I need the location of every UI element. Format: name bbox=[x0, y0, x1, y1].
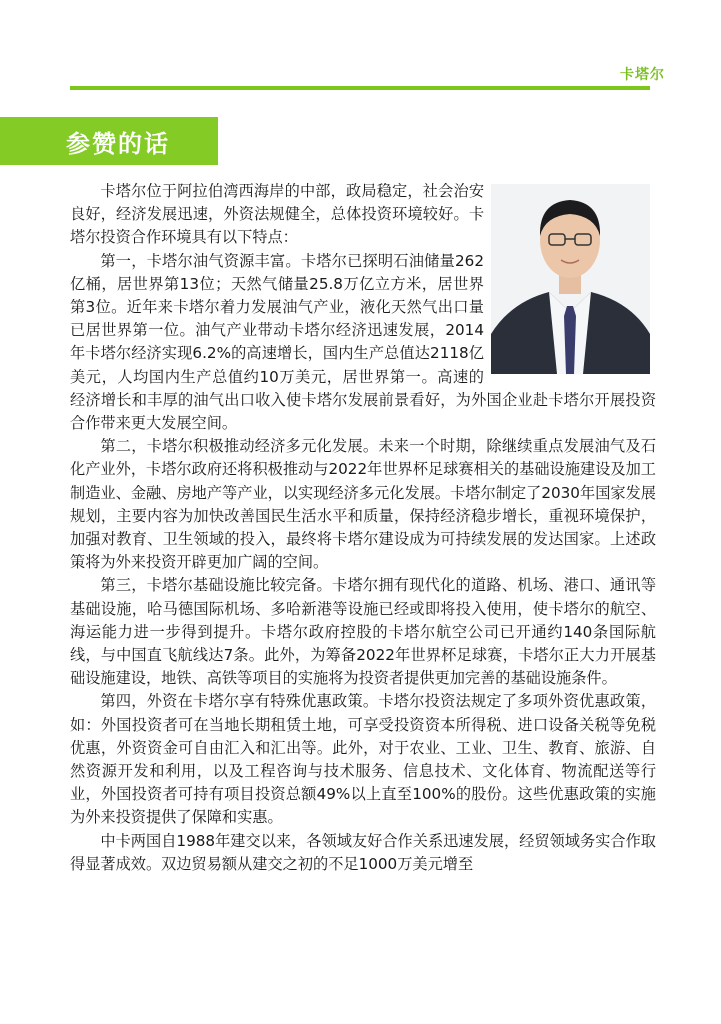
paragraph-oil-gas-text: 第一，卡塔尔油气资源丰富。卡塔尔已探明石油储量262亿桶，居世界第13位；天然气储量25.8万亿立方米，居世界第3位。近年来卡塔尔着力发展油气产业，液化天然气出口量已居世界第一位。油气产业带动卡塔尔经济迅速发展，2014年卡塔尔经济实现6.2%的高速增长，国内生产总值达2118亿美元，人均国内生产总值约10万美元，居世界第一。高速的经济增长和丰厚的油气出口收入使卡塔尔发展前景看好，为外国企业赴卡塔尔开展投资合作带来更大发展空间。 bbox=[70, 251, 656, 433]
paragraph-diversification: 第二，卡塔尔积极推动经济多元化发展。未来一个时期，除继续重点发展油气及石化产业外，卡塔尔政府还将积极推动与2022年世界杯足球赛相关的基础设施建设及加工制造业、金融、房地产等产业，以实现经济多元化发展。卡塔尔制定了2030年国家发展规划，主要内容为加快改善国民生活水平和质量，保持经济稳步增长，重视环境保护，加强对教育、卫生领域的投入，最终将卡塔尔建设成为可持续发展的发达国家。上述政策将为外来投资开辟更加广阔的空间。 bbox=[70, 437, 656, 572]
header-country-label: 卡塔尔 bbox=[620, 67, 665, 83]
section-title: 参赞的话 bbox=[66, 129, 170, 158]
header-divider bbox=[70, 86, 650, 90]
body-text bbox=[70, 180, 656, 876]
paragraph-oil-gas bbox=[70, 250, 656, 436]
paragraph-intro: 卡塔尔位于阿拉伯湾西海岸的中部，政局稳定，社会治安良好，经济发展迅速，外资法规健全，总体投资环境较好。卡塔尔投资合作环境具有以下特点： bbox=[70, 182, 484, 247]
paragraph-infrastructure: 第三，卡塔尔基础设施比较完备。卡塔尔拥有现代化的道路、机场、港口、通讯等基础设施，哈马德国际机场、多哈新港等设施已经或即将投入使用，使卡塔尔的航空、海运能力进一步得到提升。卡塔尔政府控股的卡塔尔航空公司已开通约140条国际航线，与中国直飞航线达7条。此外，为筹备2022年世界杯足球赛，卡塔尔正大力开展基础设施建设，地铁、高铁等项目的实施将为投资者提供更加完善的基础设施条件。 bbox=[70, 576, 656, 688]
paragraph-bilateral: 中卡两国自1988年建交以来，各领域友好合作关系迅速发展，经贸领域务实合作取得显著成效。双边贸易额从建交之初的不足1000万美元增至 bbox=[70, 831, 656, 873]
paragraph-incentives: 第四，外资在卡塔尔享有特殊优惠政策。卡塔尔投资法规定了多项外资优惠政策，如：外国投资者可在当地长期租赁土地，可享受投资资本所得税、进口设备关税等免税优惠，外资资金可自由汇入和汇出等。此外，对于农业、工业、卫生、教育、旅游、自然资源开发和利用，以及工程咨询与技术服务、信息技术、文化体育、物流配送等行业，外国投资者可持有项目投资总额49%以上直至100%的股份。这些优惠政策的实施为外来投资提供了保障和实惠。 bbox=[70, 692, 656, 827]
section-banner bbox=[0, 117, 218, 165]
